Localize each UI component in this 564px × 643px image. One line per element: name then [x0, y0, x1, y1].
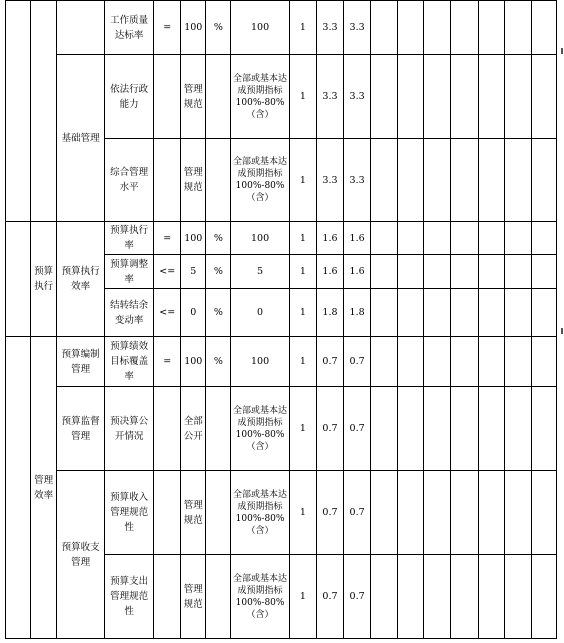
blank-cell — [531, 222, 556, 255]
blank-cell — [478, 255, 504, 289]
indicator-value: 100 — [181, 337, 206, 387]
blank-cell — [531, 337, 556, 387]
score-a: 1.6 — [316, 255, 343, 289]
operator — [154, 555, 181, 639]
blank-cell — [424, 289, 451, 337]
blank-cell — [451, 222, 478, 255]
blank-cell — [371, 222, 398, 255]
score-a: 0.7 — [316, 555, 343, 639]
blank-cell — [451, 139, 478, 222]
operator: <= — [154, 289, 181, 337]
level2-category: 预算编制管理 — [57, 337, 105, 387]
blank-cell — [478, 555, 504, 639]
blank-cell — [424, 387, 451, 471]
level1-cell — [31, 1, 57, 222]
score-a: 0.7 — [316, 387, 343, 471]
blank-cell — [504, 387, 531, 471]
indicator-value: 全部公开 — [181, 387, 206, 471]
blank-cell — [371, 289, 398, 337]
weight: 1 — [289, 471, 316, 555]
blank-cell — [371, 139, 398, 222]
blank-cell — [504, 55, 531, 139]
blank-cell — [478, 289, 504, 337]
indicator-value: 管理规范 — [181, 55, 206, 139]
level2-category: 预算执行效率 — [57, 222, 105, 337]
table-row — [6, 387, 557, 471]
blank-cell — [531, 255, 556, 289]
blank-cell — [398, 555, 424, 639]
blank-cell — [371, 255, 398, 289]
level0-cell — [6, 337, 31, 639]
level2-category: 基础管理 — [57, 55, 105, 222]
blank-cell — [451, 555, 478, 639]
indicator-name: 结转结余变动率 — [105, 289, 154, 337]
table-row — [6, 55, 557, 139]
score-b: 1.8 — [344, 289, 371, 337]
performance-indicator-table — [5, 0, 557, 639]
blank-cell — [398, 55, 424, 139]
operator: <= — [154, 255, 181, 289]
level2-category: 预算监督管理 — [57, 387, 105, 471]
weight: 1 — [289, 255, 316, 289]
score-b: 0.7 — [344, 337, 371, 387]
target-value: 全部或基本达成预期指标100%-80%（含） — [231, 55, 289, 139]
unit — [206, 555, 231, 639]
score-a: 0.7 — [316, 337, 343, 387]
blank-cell — [424, 555, 451, 639]
blank-cell — [478, 471, 504, 555]
blank-cell — [398, 471, 424, 555]
level2-cell-top — [57, 1, 105, 55]
indicator-name: 依法行政能力 — [105, 55, 154, 139]
indicator-name: 预决算公开情况 — [105, 387, 154, 471]
score-b: 1.6 — [344, 222, 371, 255]
blank-cell — [531, 555, 556, 639]
unit: % — [206, 337, 231, 387]
unit: % — [206, 1, 231, 55]
blank-cell — [398, 387, 424, 471]
indicator-value: 5 — [181, 255, 206, 289]
score-a: 3.3 — [316, 139, 343, 222]
score-a: 1.8 — [316, 289, 343, 337]
target-value: 100 — [231, 337, 289, 387]
level1-category: 管理效率 — [31, 337, 57, 639]
score-b: 0.7 — [344, 555, 371, 639]
blank-cell — [451, 289, 478, 337]
target-value: 全部或基本达成预期指标100%-80%（含） — [231, 471, 289, 555]
blank-cell — [371, 1, 398, 55]
score-b: 3.3 — [344, 1, 371, 55]
blank-cell — [504, 222, 531, 255]
operator: = — [154, 1, 181, 55]
score-a: 1.6 — [316, 222, 343, 255]
blank-cell — [504, 1, 531, 55]
weight: 1 — [289, 387, 316, 471]
blank-cell — [504, 255, 531, 289]
weight: 1 — [289, 555, 316, 639]
indicator-name: 预算调整率 — [105, 255, 154, 289]
score-b: 3.3 — [344, 55, 371, 139]
level1-category: 预算执行 — [31, 222, 57, 337]
blank-cell — [531, 139, 556, 222]
operator — [154, 55, 181, 139]
operator — [154, 387, 181, 471]
score-a: 3.3 — [316, 1, 343, 55]
blank-cell — [451, 255, 478, 289]
score-b: 0.7 — [344, 387, 371, 471]
indicator-name: 预算收入管理规范性 — [105, 471, 154, 555]
blank-cell — [371, 471, 398, 555]
unit: % — [206, 289, 231, 337]
operator: = — [154, 337, 181, 387]
blank-cell — [398, 139, 424, 222]
blank-cell — [371, 337, 398, 387]
target-value: 5 — [231, 255, 289, 289]
page-edge-mark — [561, 328, 563, 334]
indicator-value: 管理规范 — [181, 471, 206, 555]
table-row — [6, 222, 557, 255]
blank-cell — [371, 387, 398, 471]
table-row — [6, 471, 557, 555]
blank-cell — [398, 289, 424, 337]
blank-cell — [504, 289, 531, 337]
indicator-value: 管理规范 — [181, 139, 206, 222]
unit — [206, 139, 231, 222]
blank-cell — [478, 387, 504, 471]
blank-cell — [424, 471, 451, 555]
weight: 1 — [289, 139, 316, 222]
weight: 1 — [289, 1, 316, 55]
blank-cell — [424, 55, 451, 139]
indicator-value: 管理规范 — [181, 555, 206, 639]
blank-cell — [424, 337, 451, 387]
blank-cell — [424, 1, 451, 55]
blank-cell — [504, 555, 531, 639]
operator: = — [154, 222, 181, 255]
blank-cell — [504, 337, 531, 387]
target-value: 全部或基本达成预期指标100%-80%（含） — [231, 139, 289, 222]
operator — [154, 471, 181, 555]
blank-cell — [398, 1, 424, 55]
indicator-value: 0 — [181, 289, 206, 337]
blank-cell — [451, 471, 478, 555]
blank-cell — [504, 471, 531, 555]
indicator-name: 预算支出管理规范性 — [105, 555, 154, 639]
target-value: 全部或基本达成预期指标100%-80%（含） — [231, 555, 289, 639]
target-value: 0 — [231, 289, 289, 337]
target-value: 全部或基本达成预期指标100%-80%（含） — [231, 387, 289, 471]
unit — [206, 387, 231, 471]
indicator-name: 综合管理水平 — [105, 139, 154, 222]
weight: 1 — [289, 55, 316, 139]
unit — [206, 471, 231, 555]
blank-cell — [451, 337, 478, 387]
blank-cell — [451, 1, 478, 55]
indicator-value: 100 — [181, 1, 206, 55]
blank-cell — [398, 222, 424, 255]
blank-cell — [371, 55, 398, 139]
blank-cell — [531, 387, 556, 471]
indicator-name: 预算执行率 — [105, 222, 154, 255]
blank-cell — [504, 139, 531, 222]
table-row — [6, 1, 557, 55]
operator — [154, 139, 181, 222]
unit — [206, 55, 231, 139]
blank-cell — [451, 387, 478, 471]
score-a: 0.7 — [316, 471, 343, 555]
unit: % — [206, 222, 231, 255]
blank-cell — [424, 222, 451, 255]
blank-cell — [478, 1, 504, 55]
blank-cell — [478, 337, 504, 387]
level0-cell — [6, 222, 31, 337]
weight: 1 — [289, 337, 316, 387]
blank-cell — [371, 555, 398, 639]
page-edge-mark — [561, 48, 563, 54]
level2-category: 预算收支管理 — [57, 471, 105, 639]
indicator-value: 100 — [181, 222, 206, 255]
blank-cell — [451, 55, 478, 139]
blank-cell — [478, 222, 504, 255]
blank-cell — [531, 55, 556, 139]
blank-cell — [398, 337, 424, 387]
blank-cell — [478, 55, 504, 139]
blank-cell — [398, 255, 424, 289]
indicator-name: 工作质量达标率 — [105, 1, 154, 55]
weight: 1 — [289, 289, 316, 337]
table-row — [6, 337, 557, 387]
blank-cell — [424, 255, 451, 289]
target-value: 100 — [231, 222, 289, 255]
level0-cell — [6, 1, 31, 222]
weight: 1 — [289, 222, 316, 255]
score-b: 1.6 — [344, 255, 371, 289]
blank-cell — [531, 289, 556, 337]
score-a: 3.3 — [316, 55, 343, 139]
unit: % — [206, 255, 231, 289]
performance-indicator-table-container — [5, 0, 557, 639]
blank-cell — [531, 1, 556, 55]
target-value: 100 — [231, 1, 289, 55]
blank-cell — [531, 471, 556, 555]
score-b: 3.3 — [344, 139, 371, 222]
indicator-name: 预算绩效目标覆盖率 — [105, 337, 154, 387]
score-b: 0.7 — [344, 471, 371, 555]
blank-cell — [478, 139, 504, 222]
blank-cell — [424, 139, 451, 222]
